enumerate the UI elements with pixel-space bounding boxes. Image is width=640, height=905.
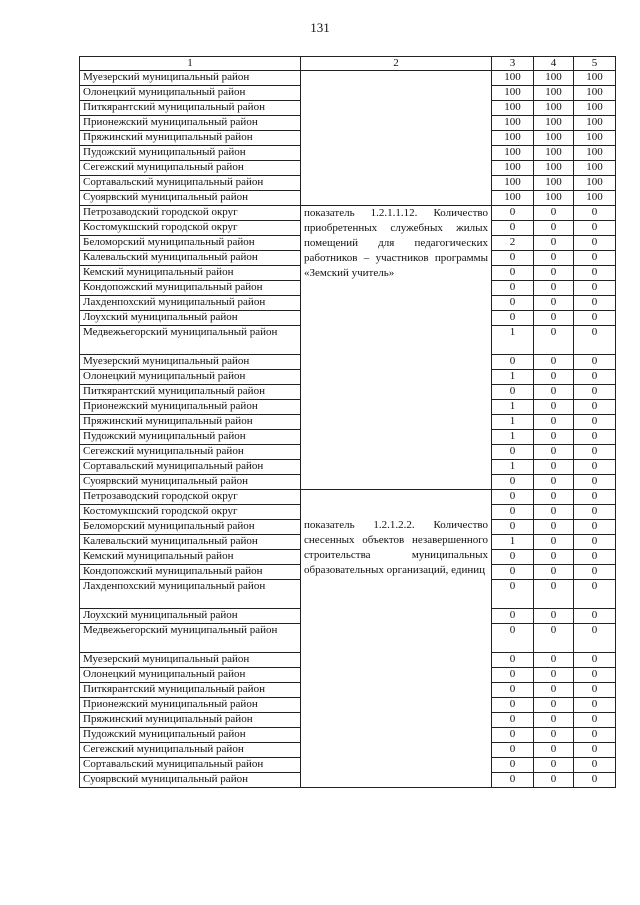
value-col-3: 1 — [492, 326, 534, 355]
value-col-4: 0 — [534, 445, 574, 460]
district-name: Олонецкий муниципальный район — [80, 370, 301, 385]
value-col-4: 100 — [534, 161, 574, 176]
value-col-3: 0 — [492, 296, 534, 311]
value-col-5: 0 — [574, 758, 616, 773]
value-col-4: 0 — [534, 266, 574, 281]
table-row — [80, 206, 616, 221]
value-col-4: 0 — [534, 698, 574, 713]
district-name: Костомукшский городской округ — [80, 221, 301, 236]
value-col-4: 0 — [534, 490, 574, 505]
district-name: Пряжинский муниципальный район — [80, 131, 301, 146]
value-col-5: 0 — [574, 624, 616, 653]
value-col-5: 0 — [574, 713, 616, 728]
value-col-4: 0 — [534, 565, 574, 580]
indicator-description: показатель 1.2.1.1.12. Количество приобретенных служебных жилых помещений для педагогических работников – участников программы «Земский учитель» — [301, 206, 492, 490]
indicator-description — [301, 71, 492, 206]
value-col-4: 0 — [534, 430, 574, 445]
district-name: Лахденпохский муниципальный район — [80, 296, 301, 311]
value-col-4: 100 — [534, 176, 574, 191]
district-name: Прионежский муниципальный район — [80, 400, 301, 415]
value-col-3: 0 — [492, 743, 534, 758]
district-name: Кемский муниципальный район — [80, 550, 301, 565]
district-name: Кемский муниципальный район — [80, 266, 301, 281]
value-col-5: 0 — [574, 400, 616, 415]
value-col-5: 0 — [574, 385, 616, 400]
district-name: Медвежьегорский муниципальный район — [80, 624, 301, 653]
value-col-4: 0 — [534, 758, 574, 773]
district-name: Лоухский муниципальный район — [80, 609, 301, 624]
value-col-5: 0 — [574, 475, 616, 490]
value-col-4: 100 — [534, 86, 574, 101]
district-name: Пудожский муниципальный район — [80, 146, 301, 161]
district-name: Олонецкий муниципальный район — [80, 86, 301, 101]
page-number: 131 — [310, 20, 330, 35]
value-col-3: 0 — [492, 311, 534, 326]
value-col-4: 0 — [534, 460, 574, 475]
value-col-4: 0 — [534, 550, 574, 565]
district-name: Пудожский муниципальный район — [80, 728, 301, 743]
district-name: Петрозаводский городской округ — [80, 206, 301, 221]
value-col-5: 100 — [574, 101, 616, 116]
district-name: Медвежьегорский муниципальный район — [80, 326, 301, 355]
value-col-5: 0 — [574, 370, 616, 385]
value-col-5: 0 — [574, 580, 616, 609]
table-row — [80, 71, 616, 86]
value-col-3: 0 — [492, 385, 534, 400]
value-col-3: 2 — [492, 236, 534, 251]
value-col-5: 0 — [574, 683, 616, 698]
value-col-3: 1 — [492, 415, 534, 430]
indicator-table-body — [80, 57, 616, 788]
value-col-5: 0 — [574, 698, 616, 713]
value-col-4: 100 — [534, 71, 574, 86]
value-col-5: 0 — [574, 773, 616, 788]
value-col-4: 100 — [534, 101, 574, 116]
value-col-5: 0 — [574, 668, 616, 683]
value-col-3: 100 — [492, 161, 534, 176]
district-name: Петрозаводский городской округ — [80, 490, 301, 505]
value-col-3: 0 — [492, 624, 534, 653]
value-col-5: 0 — [574, 326, 616, 355]
district-name: Сортавальский муниципальный район — [80, 758, 301, 773]
value-col-3: 0 — [492, 713, 534, 728]
district-name: Питкярантский муниципальный район — [80, 101, 301, 116]
district-name: Сегежский муниципальный район — [80, 743, 301, 758]
value-col-3: 0 — [492, 221, 534, 236]
district-name: Муезерский муниципальный район — [80, 71, 301, 86]
value-col-4: 0 — [534, 475, 574, 490]
district-name: Пряжинский муниципальный район — [80, 415, 301, 430]
value-col-3: 0 — [492, 251, 534, 266]
value-col-4: 0 — [534, 609, 574, 624]
district-name: Сортавальский муниципальный район — [80, 176, 301, 191]
value-col-5: 0 — [574, 460, 616, 475]
value-col-5: 0 — [574, 206, 616, 221]
value-col-4: 0 — [534, 713, 574, 728]
value-col-3: 0 — [492, 520, 534, 535]
header-col-5: 5 — [574, 57, 616, 71]
value-col-5: 0 — [574, 236, 616, 251]
header-col-1: 1 — [80, 57, 301, 71]
value-col-5: 0 — [574, 490, 616, 505]
value-col-4: 0 — [534, 370, 574, 385]
value-col-5: 100 — [574, 71, 616, 86]
value-col-3: 0 — [492, 698, 534, 713]
district-name: Кондопожский муниципальный район — [80, 281, 301, 296]
value-col-4: 0 — [534, 520, 574, 535]
district-name: Кондопожский муниципальный район — [80, 565, 301, 580]
value-col-3: 0 — [492, 565, 534, 580]
value-col-3: 1 — [492, 535, 534, 550]
value-col-4: 0 — [534, 773, 574, 788]
value-col-3: 100 — [492, 116, 534, 131]
district-name: Муезерский муниципальный район — [80, 653, 301, 668]
value-col-3: 100 — [492, 71, 534, 86]
value-col-5: 0 — [574, 728, 616, 743]
value-col-3: 1 — [492, 430, 534, 445]
district-name: Калевальский муниципальный район — [80, 535, 301, 550]
value-col-5: 100 — [574, 146, 616, 161]
value-col-3: 0 — [492, 475, 534, 490]
value-col-4: 0 — [534, 668, 574, 683]
value-col-3: 0 — [492, 773, 534, 788]
value-col-5: 100 — [574, 131, 616, 146]
value-col-4: 0 — [534, 580, 574, 609]
value-col-3: 0 — [492, 728, 534, 743]
value-col-4: 0 — [534, 728, 574, 743]
value-col-3: 0 — [492, 683, 534, 698]
value-col-5: 0 — [574, 251, 616, 266]
value-col-5: 0 — [574, 281, 616, 296]
value-col-4: 0 — [534, 311, 574, 326]
header-col-4: 4 — [534, 57, 574, 71]
value-col-3: 0 — [492, 281, 534, 296]
district-name: Суоярвский муниципальный район — [80, 475, 301, 490]
value-col-4: 0 — [534, 624, 574, 653]
value-col-4: 100 — [534, 191, 574, 206]
value-col-4: 0 — [534, 326, 574, 355]
district-name: Суоярвский муниципальный район — [80, 191, 301, 206]
value-col-3: 0 — [492, 653, 534, 668]
value-col-3: 100 — [492, 146, 534, 161]
value-col-4: 0 — [534, 535, 574, 550]
value-col-5: 0 — [574, 505, 616, 520]
value-col-5: 0 — [574, 743, 616, 758]
district-name: Костомукшский городской округ — [80, 505, 301, 520]
district-name: Пряжинский муниципальный район — [80, 713, 301, 728]
value-col-5: 0 — [574, 415, 616, 430]
value-col-4: 0 — [534, 206, 574, 221]
district-name: Калевальский муниципальный район — [80, 251, 301, 266]
value-col-3: 100 — [492, 101, 534, 116]
value-col-5: 0 — [574, 535, 616, 550]
value-col-4: 0 — [534, 505, 574, 520]
value-col-5: 0 — [574, 296, 616, 311]
value-col-5: 0 — [574, 355, 616, 370]
value-col-4: 0 — [534, 296, 574, 311]
value-col-4: 100 — [534, 116, 574, 131]
value-col-3: 100 — [492, 86, 534, 101]
value-col-5: 0 — [574, 266, 616, 281]
indicator-description: показатель 1.2.1.2.2. Количество снесенных объектов незавершенного строительства муниципальных образовательных организаций, единиц — [301, 490, 492, 788]
indicator-table — [79, 56, 616, 788]
district-name: Пудожский муниципальный район — [80, 430, 301, 445]
value-col-3: 1 — [492, 460, 534, 475]
value-col-4: 0 — [534, 281, 574, 296]
header-col-2: 2 — [301, 57, 492, 71]
value-col-3: 0 — [492, 206, 534, 221]
value-col-4: 0 — [534, 415, 574, 430]
header-col-3: 3 — [492, 57, 534, 71]
value-col-5: 0 — [574, 311, 616, 326]
value-col-4: 0 — [534, 743, 574, 758]
value-col-3: 1 — [492, 370, 534, 385]
value-col-5: 100 — [574, 191, 616, 206]
value-col-3: 0 — [492, 355, 534, 370]
value-col-5: 100 — [574, 161, 616, 176]
district-name: Суоярвский муниципальный район — [80, 773, 301, 788]
value-col-4: 0 — [534, 355, 574, 370]
value-col-3: 0 — [492, 609, 534, 624]
district-name: Питкярантский муниципальный район — [80, 385, 301, 400]
value-col-3: 0 — [492, 550, 534, 565]
value-col-3: 100 — [492, 176, 534, 191]
district-name: Прионежский муниципальный район — [80, 698, 301, 713]
value-col-4: 0 — [534, 236, 574, 251]
value-col-3: 0 — [492, 505, 534, 520]
value-col-4: 0 — [534, 683, 574, 698]
header-row — [80, 57, 616, 71]
value-col-4: 0 — [534, 385, 574, 400]
value-col-4: 0 — [534, 653, 574, 668]
district-name: Сортавальский муниципальный район — [80, 460, 301, 475]
value-col-5: 100 — [574, 176, 616, 191]
value-col-3: 0 — [492, 490, 534, 505]
value-col-5: 0 — [574, 445, 616, 460]
value-col-3: 0 — [492, 266, 534, 281]
value-col-5: 0 — [574, 430, 616, 445]
district-name: Лахденпохский муниципальный район — [80, 580, 301, 609]
value-col-5: 0 — [574, 609, 616, 624]
value-col-5: 0 — [574, 520, 616, 535]
value-col-5: 0 — [574, 565, 616, 580]
value-col-3: 1 — [492, 400, 534, 415]
district-name: Сегежский муниципальный район — [80, 161, 301, 176]
district-name: Сегежский муниципальный район — [80, 445, 301, 460]
value-col-3: 0 — [492, 758, 534, 773]
value-col-3: 100 — [492, 131, 534, 146]
district-name: Беломорский муниципальный район — [80, 520, 301, 535]
value-col-3: 0 — [492, 580, 534, 609]
district-name: Прионежский муниципальный район — [80, 116, 301, 131]
value-col-3: 0 — [492, 445, 534, 460]
table-row — [80, 490, 616, 505]
value-col-5: 0 — [574, 221, 616, 236]
value-col-5: 0 — [574, 653, 616, 668]
value-col-4: 0 — [534, 251, 574, 266]
value-col-4: 100 — [534, 146, 574, 161]
value-col-5: 100 — [574, 86, 616, 101]
district-name: Беломорский муниципальный район — [80, 236, 301, 251]
district-name: Муезерский муниципальный район — [80, 355, 301, 370]
district-name: Олонецкий муниципальный район — [80, 668, 301, 683]
value-col-3: 0 — [492, 668, 534, 683]
district-name: Лоухский муниципальный район — [80, 311, 301, 326]
value-col-3: 100 — [492, 191, 534, 206]
district-name: Питкярантский муниципальный район — [80, 683, 301, 698]
value-col-4: 100 — [534, 131, 574, 146]
value-col-4: 0 — [534, 400, 574, 415]
value-col-5: 0 — [574, 550, 616, 565]
value-col-4: 0 — [534, 221, 574, 236]
value-col-5: 100 — [574, 116, 616, 131]
